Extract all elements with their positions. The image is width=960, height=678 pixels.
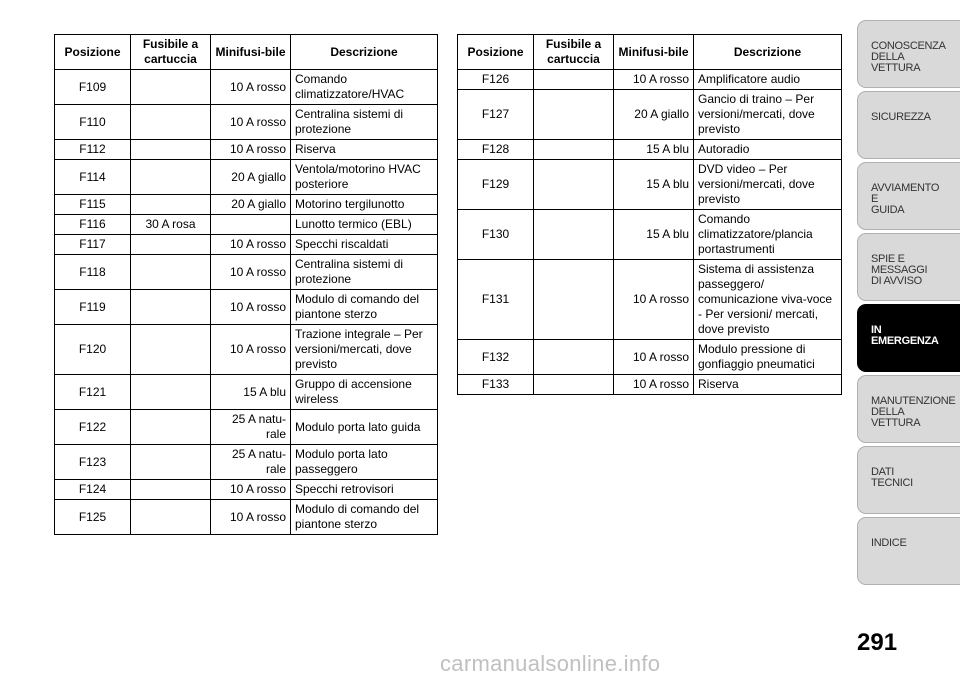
cartridge-fuse: [131, 500, 211, 535]
fuse-description: Autoradio: [694, 140, 842, 160]
sidebar-tab[interactable]: [857, 517, 960, 585]
fuse-description: Modulo porta lato guida: [291, 410, 438, 445]
table-row: [55, 160, 438, 195]
mini-fuse: 15 A blu: [614, 210, 694, 260]
mini-fuse: 10 A rosso: [211, 290, 291, 325]
mini-fuse: 25 A natu-rale: [211, 410, 291, 445]
cartridge-fuse: [534, 375, 614, 395]
mini-fuse: 10 A rosso: [211, 500, 291, 535]
sidebar-tab-label: INDICE: [871, 537, 907, 549]
sidebar-tab-label: MANUTENZIONE DELLA VETTURA: [871, 395, 956, 429]
table-row: [55, 480, 438, 500]
sidebar-tab[interactable]: [857, 162, 960, 230]
fuse-position: F132: [458, 340, 534, 375]
table-row: [55, 375, 438, 410]
fuse-position: F117: [55, 235, 131, 255]
mini-fuse: 10 A rosso: [211, 255, 291, 290]
header-mini-fuse: Minifusi-bile: [614, 35, 694, 70]
fuse-description: Sistema di assistenza passeggero/ comunicazione viva-voce - Per versioni/ mercati, dove previsto: [694, 260, 842, 340]
fuse-description: Gruppo di accensione wireless: [291, 375, 438, 410]
mini-fuse: 10 A rosso: [614, 340, 694, 375]
table-row: [458, 70, 842, 90]
fuse-position: F122: [55, 410, 131, 445]
cartridge-fuse: [131, 290, 211, 325]
fuse-position: F114: [55, 160, 131, 195]
fuse-description: Motorino tergilunotto: [291, 195, 438, 215]
sidebar-tab-label: DATI TECNICI: [871, 466, 913, 489]
table-row: [55, 235, 438, 255]
cartridge-fuse: [131, 235, 211, 255]
fuse-position: F124: [55, 480, 131, 500]
header-position: Posizione: [458, 35, 534, 70]
fuse-description: Comando climatizzatore/HVAC: [291, 70, 438, 105]
fuse-position: F121: [55, 375, 131, 410]
table-row: [55, 215, 438, 235]
sidebar-tab-label: CONOSCENZA DELLA VETTURA: [871, 40, 946, 74]
mini-fuse: 25 A natu-rale: [211, 445, 291, 480]
fuse-description: DVD video – Per versioni/mercati, dove previsto: [694, 160, 842, 210]
fuse-table-right: [457, 34, 842, 395]
table-row: [55, 290, 438, 325]
fuse-position: F109: [55, 70, 131, 105]
mini-fuse: 10 A rosso: [614, 260, 694, 340]
table-row: [458, 140, 842, 160]
mini-fuse: [211, 215, 291, 235]
table-row: [458, 210, 842, 260]
mini-fuse: 15 A blu: [614, 160, 694, 210]
sidebar-tab[interactable]: [857, 446, 960, 514]
table-row: [55, 325, 438, 375]
fuse-description: Modulo di comando del piantone sterzo: [291, 290, 438, 325]
table-row: [458, 375, 842, 395]
mini-fuse: 10 A rosso: [211, 325, 291, 375]
table-row: [55, 70, 438, 105]
fuse-position: F129: [458, 160, 534, 210]
cartridge-fuse: [131, 255, 211, 290]
fuse-description: Specchi riscaldati: [291, 235, 438, 255]
fuse-description: Riserva: [694, 375, 842, 395]
page-number: 291: [857, 629, 898, 656]
fuse-description: Centralina sistemi di protezione: [291, 255, 438, 290]
fuse-description: Modulo porta lato passeggero: [291, 445, 438, 480]
cartridge-fuse: [131, 105, 211, 140]
fuse-description: Centralina sistemi di protezione: [291, 105, 438, 140]
fuse-position: F127: [458, 90, 534, 140]
fuse-position: F116: [55, 215, 131, 235]
chapter-sidebar: [857, 20, 960, 588]
fuse-description: Modulo pressione di gonfiaggio pneumatici: [694, 340, 842, 375]
cartridge-fuse: [131, 480, 211, 500]
mini-fuse: 15 A blu: [614, 140, 694, 160]
fuse-position: F125: [55, 500, 131, 535]
table-row: [458, 260, 842, 340]
table-row: [458, 160, 842, 210]
sidebar-tab-label: AVVIAMENTO E GUIDA: [871, 182, 940, 216]
fuse-position: F128: [458, 140, 534, 160]
table-row: [55, 500, 438, 535]
sidebar-tab[interactable]: [857, 304, 960, 372]
sidebar-tab-label: IN EMERGENZA: [871, 324, 939, 347]
cartridge-fuse: [534, 160, 614, 210]
cartridge-fuse: [534, 210, 614, 260]
fuse-position: F112: [55, 140, 131, 160]
cartridge-fuse: [534, 90, 614, 140]
table-body-left: [55, 70, 438, 535]
cartridge-fuse: [131, 140, 211, 160]
table-row: [55, 410, 438, 445]
cartridge-fuse: [534, 260, 614, 340]
cartridge-fuse: [131, 410, 211, 445]
mini-fuse: 20 A giallo: [614, 90, 694, 140]
header-description: Descrizione: [291, 35, 438, 70]
mini-fuse: 20 A giallo: [211, 160, 291, 195]
mini-fuse: 10 A rosso: [211, 70, 291, 105]
table-row: [458, 90, 842, 140]
header-cartridge-fuse: Fusibile a cartuccia: [534, 35, 614, 70]
fuse-description: Trazione integrale – Per versioni/mercati, dove previsto: [291, 325, 438, 375]
table-row: [55, 445, 438, 480]
fuse-position: F130: [458, 210, 534, 260]
mini-fuse: 10 A rosso: [614, 375, 694, 395]
table-body-right: [458, 70, 842, 395]
table-row: [458, 340, 842, 375]
fuse-description: Amplificatore audio: [694, 70, 842, 90]
fuse-position: F131: [458, 260, 534, 340]
mini-fuse: 20 A giallo: [211, 195, 291, 215]
mini-fuse: 10 A rosso: [211, 480, 291, 500]
table-header-row: [458, 35, 842, 70]
fuse-position: F119: [55, 290, 131, 325]
cartridge-fuse: [534, 140, 614, 160]
cartridge-fuse: [534, 70, 614, 90]
mini-fuse: 10 A rosso: [614, 70, 694, 90]
cartridge-fuse: [131, 325, 211, 375]
fuse-description: Ventola/motorino HVAC posteriore: [291, 160, 438, 195]
table-row: [55, 140, 438, 160]
fuse-position: F133: [458, 375, 534, 395]
fuse-position: F115: [55, 195, 131, 215]
mini-fuse: 10 A rosso: [211, 235, 291, 255]
mini-fuse: 10 A rosso: [211, 140, 291, 160]
cartridge-fuse: [131, 445, 211, 480]
cartridge-fuse: [534, 340, 614, 375]
table-row: [55, 105, 438, 140]
fuse-description: Gancio di traino – Per versioni/mercati, dove previsto: [694, 90, 842, 140]
fuse-position: F118: [55, 255, 131, 290]
fuse-table-left: [54, 34, 438, 535]
header-mini-fuse: Minifusi-bile: [211, 35, 291, 70]
sidebar-tab-label: SICUREZZA: [871, 111, 931, 123]
fuse-description: Modulo di comando del piantone sterzo: [291, 500, 438, 535]
cartridge-fuse: [131, 160, 211, 195]
cartridge-fuse: [131, 375, 211, 410]
sidebar-tab[interactable]: [857, 233, 960, 301]
watermark: carmanualsonline.info: [440, 651, 661, 676]
fuse-description: Lunotto termico (EBL): [291, 215, 438, 235]
mini-fuse: 15 A blu: [211, 375, 291, 410]
sidebar-tab[interactable]: [857, 91, 960, 159]
table-header-row: [55, 35, 438, 70]
header-description: Descrizione: [694, 35, 842, 70]
cartridge-fuse: [131, 195, 211, 215]
header-cartridge-fuse: Fusibile a cartuccia: [131, 35, 211, 70]
sidebar-tab[interactable]: [857, 20, 960, 88]
mini-fuse: 10 A rosso: [211, 105, 291, 140]
fuse-position: F120: [55, 325, 131, 375]
fuse-position: F123: [55, 445, 131, 480]
sidebar-tab[interactable]: [857, 375, 960, 443]
header-position: Posizione: [55, 35, 131, 70]
fuse-description: Riserva: [291, 140, 438, 160]
fuse-description: Comando climatizzatore/plancia portastrumenti: [694, 210, 842, 260]
fuse-position: F126: [458, 70, 534, 90]
sidebar-tab-label: SPIE E MESSAGGI DI AVVISO: [871, 253, 928, 287]
table-row: [55, 195, 438, 215]
fuse-position: F110: [55, 105, 131, 140]
table-row: [55, 255, 438, 290]
cartridge-fuse: 30 A rosa: [131, 215, 211, 235]
fuse-description: Specchi retrovisori: [291, 480, 438, 500]
cartridge-fuse: [131, 70, 211, 105]
